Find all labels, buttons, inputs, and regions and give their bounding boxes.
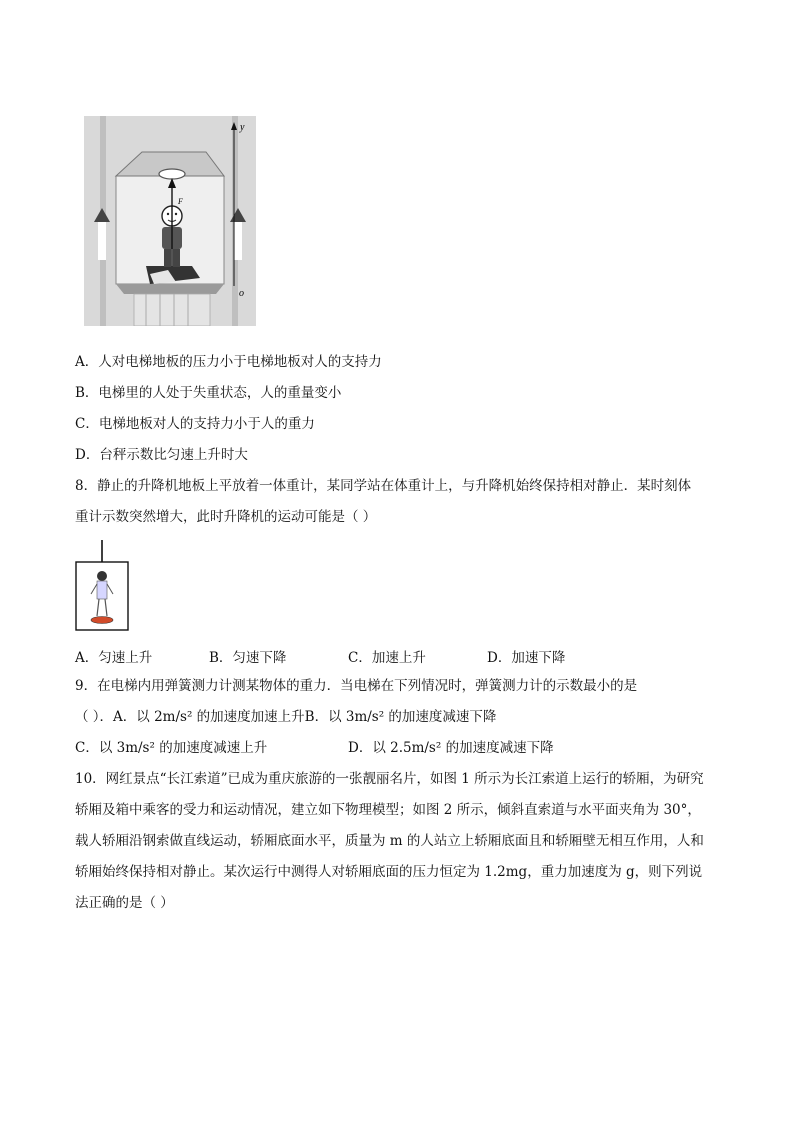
q8-option-b: B．匀速下降 <box>209 650 287 666</box>
q8-options <box>75 646 595 664</box>
axis-y-label: y <box>240 122 245 133</box>
axis-origin-label: o <box>239 288 244 299</box>
q8-option-d: D．加速下降 <box>487 650 566 666</box>
q10-line-2: 轿厢及箱中乘客的受力和运动情况，建立如下物理模型；如图 2 所示，倾斜直索道与水平面夹角为 30°， <box>75 802 701 818</box>
q9-option-d: D．以 2.5m/s² 的加速度减速下降 <box>348 740 554 756</box>
q8-stem-line-2: 重计示数突然增大，此时升降机的运动可能是（ ） <box>75 509 377 525</box>
q8-option-a: A．匀速上升 <box>75 650 153 666</box>
lift-figure <box>75 540 129 632</box>
q10-line-3: 载人轿厢沿钢索做直线运动，轿厢底面水平，质量为 m 的人站立上轿厢底面且和轿厢壁无相互作用，人和 <box>75 833 704 849</box>
q9-line-1: 9．在电梯内用弹簧测力计测某物体的重力．当电梯在下列情况时，弹簧测力计的示数最小的是 <box>75 678 638 694</box>
force-label: F <box>178 197 183 206</box>
elevator-figure <box>84 116 256 326</box>
q9-line-2: （ ）．A．以 2m/s² 的加速度加速上升B．以 3m/s² 的加速度减速下降 <box>75 709 497 725</box>
q9-option-c: C．以 3m/s² 的加速度减速上升 <box>75 740 268 756</box>
q7-option-c: C．电梯地板对人的支持力小于人的重力 <box>75 416 315 432</box>
q8-stem-line-1: 8．静止的升降机地板上平放着一体重计，某同学站在体重计上，与升降机始终保持相对静止．某时刻体 <box>75 478 692 494</box>
q7-option-a: A．人对电梯地板的压力小于电梯地板对人的支持力 <box>75 354 382 370</box>
q10-line-1: 10．网红景点“长江索道”已成为重庆旅游的一张靓丽名片，如图 1 所示为长江索道上运行的轿厢，为研究 <box>75 771 704 787</box>
q8-option-c: C．加速上升 <box>348 650 426 666</box>
q7-option-d: D．台秤示数比匀速上升时大 <box>75 447 248 463</box>
q7-option-b: B．电梯里的人处于失重状态，人的重量变小 <box>75 385 342 401</box>
q10-line-5: 法正确的是（ ） <box>75 895 174 911</box>
q10-line-4: 轿厢始终保持相对静止。某次运行中测得人对轿厢底面的压力恒定为 1.2mg，重力加速度为 g，则下列说 <box>75 864 703 880</box>
